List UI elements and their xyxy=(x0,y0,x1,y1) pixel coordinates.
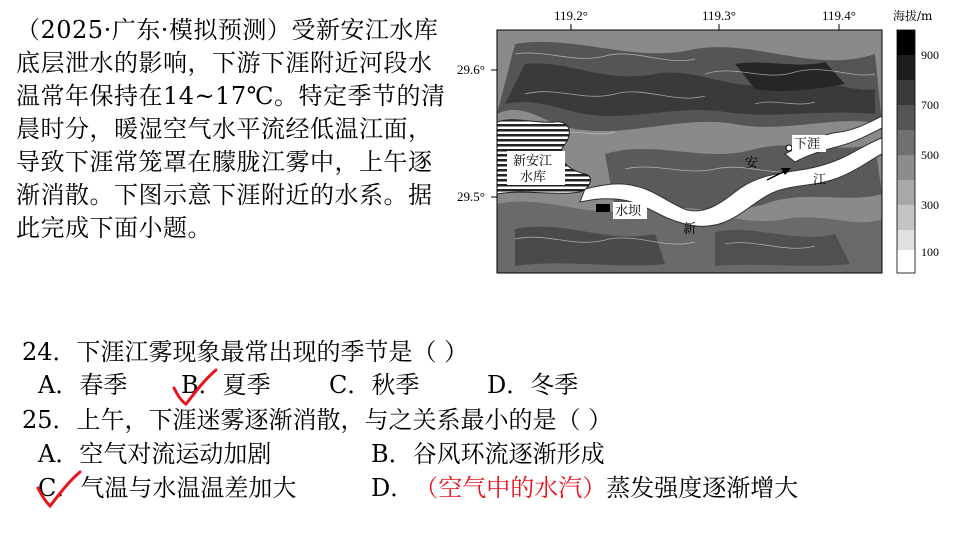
lat-label-1: 29.6° xyxy=(457,62,485,77)
q25-stem: 25．上午，下涯迷雾逐渐消散，与之关系最小的是（ ） xyxy=(22,406,613,434)
dam-marker xyxy=(596,204,610,212)
q25-option-c[interactable]: C．气温与水温温差加大 xyxy=(38,474,297,502)
legend-tick-900: 900 xyxy=(921,48,939,62)
legend-tick-300: 300 xyxy=(921,198,939,212)
legend-tick-500: 500 xyxy=(921,148,939,162)
lat-label-2: 29.5° xyxy=(457,189,485,204)
legend-title: 海拔/m xyxy=(893,9,933,23)
river-label-an: 安 xyxy=(745,156,759,171)
lon-label-1: 119.2° xyxy=(554,8,588,23)
q25-options-row1 xyxy=(38,438,605,470)
q24-stem: 24．下涯江雾现象最常出现的季节是（ ） xyxy=(22,338,469,366)
q25-option-b[interactable]: B．谷风环流逐渐形成 xyxy=(371,440,605,468)
q25-options-row2 xyxy=(38,472,798,504)
q25-option-d[interactable] xyxy=(371,472,798,504)
handwritten-annotation: （空气中的水汽） xyxy=(414,474,607,502)
river-system-map xyxy=(455,4,950,276)
intro-paragraph: （2025·广东·模拟预测）受新安江水库底层泄水的影响，下游下涯附近河段水温常年保持在14~17℃。特定季节的清晨时分，暖湿空气水平流经低温江面，导致下涯常笼罩在朦胧江雾中，上午逐渐消散。下图示意下涯附近的水系。据此完成下面小题。 xyxy=(16,16,446,242)
legend-tick-100: 100 xyxy=(921,245,939,259)
reservoir-label-2: 水库 xyxy=(520,170,547,185)
q24-options xyxy=(38,369,578,401)
q24-option-b[interactable]: B．夏季 xyxy=(181,371,271,399)
topographic-map xyxy=(455,4,950,276)
legend-tick-700: 700 xyxy=(921,98,939,112)
elevation-legend xyxy=(897,30,939,273)
q24-option-d[interactable]: D．冬季 xyxy=(487,371,579,399)
q24-option-a[interactable]: A．春季 xyxy=(38,371,128,399)
river-label-jiang: 江 xyxy=(813,173,827,188)
river-label-xin: 新 xyxy=(683,222,697,237)
reservoir-label-1: 新安江 xyxy=(513,154,553,169)
q25-option-a[interactable]: A．空气对流运动加剧 xyxy=(38,440,272,468)
lon-label-2: 119.3° xyxy=(702,8,736,23)
dam-label: 水坝 xyxy=(615,204,642,219)
xiaya-label: 下涯 xyxy=(794,137,821,152)
q25-option-d-text: 蒸发强度逐渐增大 xyxy=(606,474,799,502)
q25-option-d-prefix: D． xyxy=(371,474,415,502)
lon-label-3: 119.4° xyxy=(822,8,856,23)
q24-option-c[interactable]: C．秋季 xyxy=(329,371,420,399)
